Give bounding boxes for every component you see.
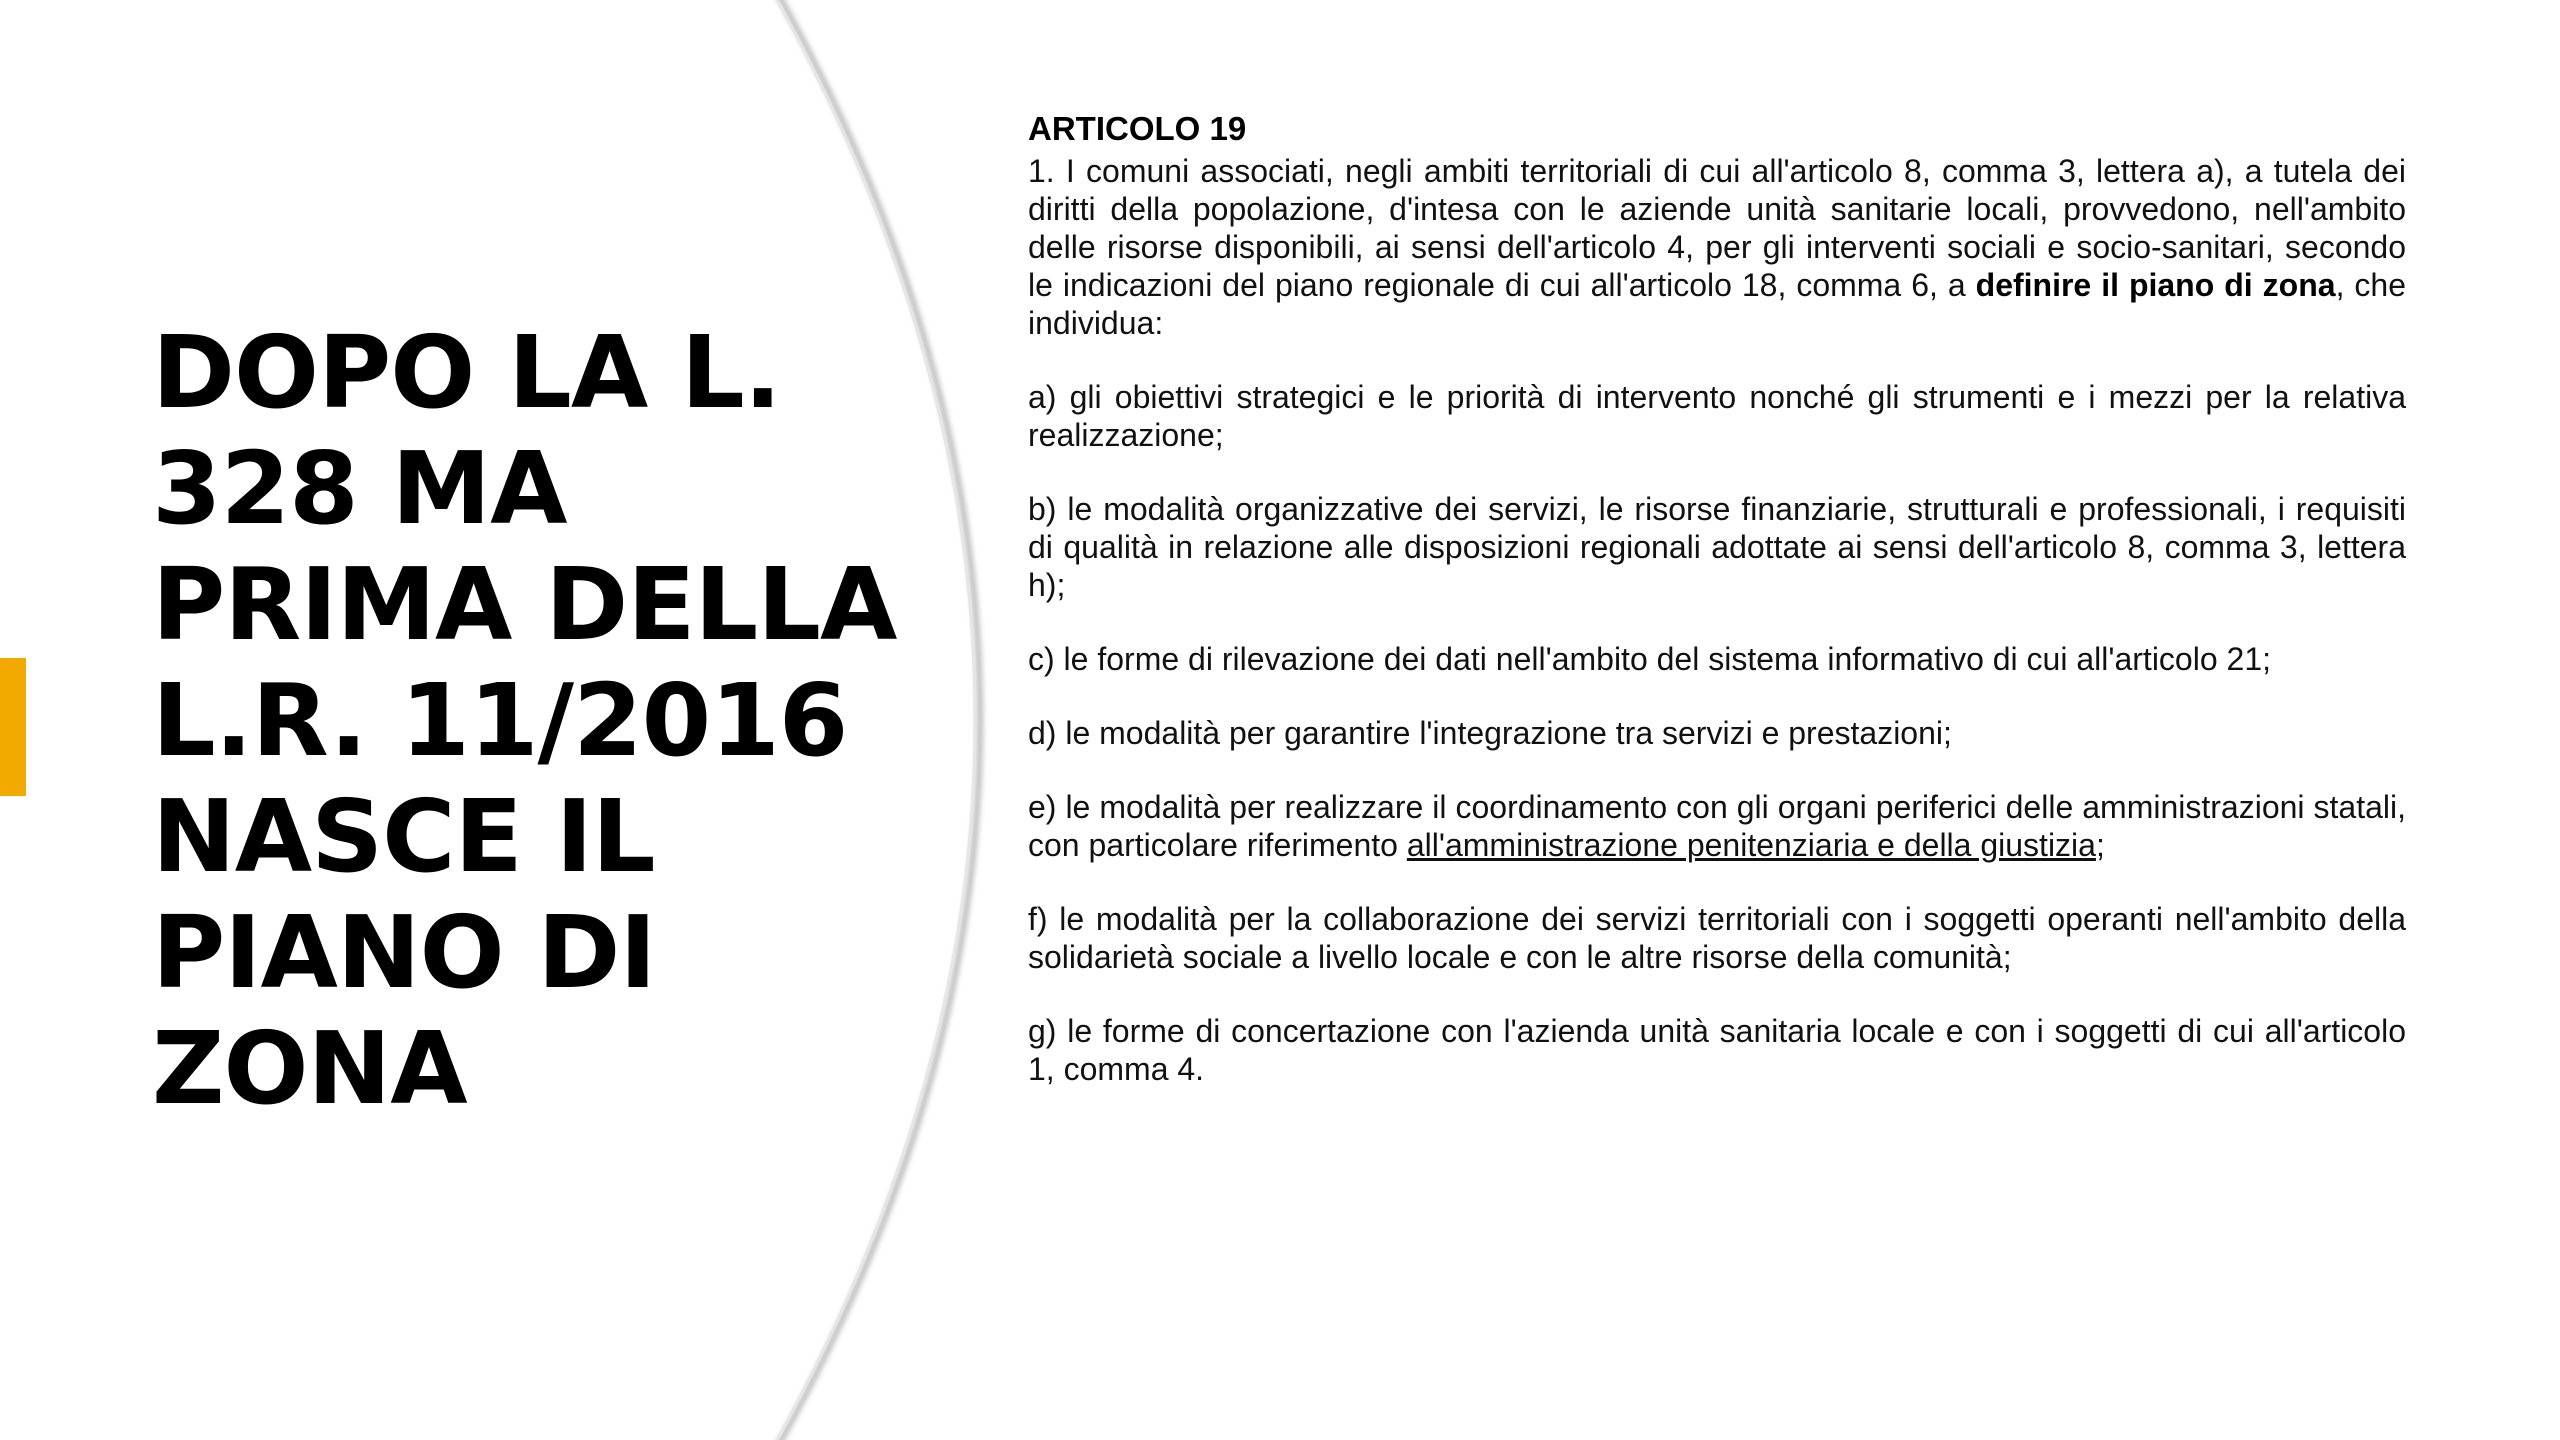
intro-text: 1. I comuni associati, negli ambiti territoriali di cui all'articolo 8, comma 3, lettera a), a tutela dei diritti della popolazione, d'intesa con le aziende unità sanitarie locali, provvedono, nell'ambito delle risorse disponibili, ai sensi dell'articolo 4, per gli interventi sociali e socio-sanitari, secondo le indicazioni del piano regionale di cui all'articolo 18, comma 6, a: [1028, 153, 2406, 303]
article-item-g: g) le forme di concertazione con l'azienda unità sanitaria locale e con i soggetti di cui all'articolo 1, comma 4.: [1028, 1013, 2406, 1087]
slide-title-line: L.R. 11/2016: [152, 662, 848, 779]
article-item-f: f) le modalità per la collaborazione dei servizi territoriali con i soggetti operanti nell'ambito della solidarietà sociale a livello locale e con le altre risorse della comunità;: [1028, 901, 2406, 975]
slide-title-line: 328 MA: [152, 430, 567, 547]
item-e-trailing-text: ;: [2095, 827, 2105, 863]
slide-title: [152, 315, 952, 1127]
slide-title-line: ZONA: [152, 1010, 467, 1127]
article-item-c: c) le forme di rilevazione dei dati nell'ambito del sistema informativo di cui all'articolo 21;: [1028, 641, 2271, 677]
article-heading: ARTICOLO 19: [1028, 110, 1247, 147]
intro-bold-text: definire il piano di zona: [1975, 267, 2336, 303]
article-intro-paragraph: [1028, 152, 2406, 342]
accent-bar: [0, 658, 26, 796]
item-e-text: e) le modalità per realizzare il coordinamento con gli organi periferici delle amministrazioni statali, con particolare riferimento: [1028, 789, 2406, 863]
article-item-a: a) gli obiettivi strategici e le priorità di intervento nonché gli strumenti e i mezzi per la relativa realizzazione;: [1028, 379, 2406, 453]
slide-title-line: DOPO LA L.: [152, 314, 781, 431]
slide-title-line: PIANO DI: [152, 894, 656, 1011]
slide-title-line: NASCE IL: [152, 778, 655, 895]
item-e-underlined-text: all'amministrazione penitenziaria e della giustizia: [1406, 827, 2096, 863]
intro-trailing-text: , che individua:: [1028, 267, 2407, 341]
article-item-d: d) le modalità per garantire l'integrazione tra servizi e prestazioni;: [1028, 715, 1952, 751]
article-text-block: [1028, 108, 2406, 1088]
article-item-e: [1028, 788, 2406, 864]
article-item-b: b) le modalità organizzative dei servizi, le risorse finanziarie, strutturali e professionali, i requisiti di qualità in relazione alle disposizioni regionali adottate ai sensi dell'articolo 8, comma 3, lettera h);: [1028, 491, 2406, 603]
slide-title-line: PRIMA DELLA: [152, 546, 897, 663]
